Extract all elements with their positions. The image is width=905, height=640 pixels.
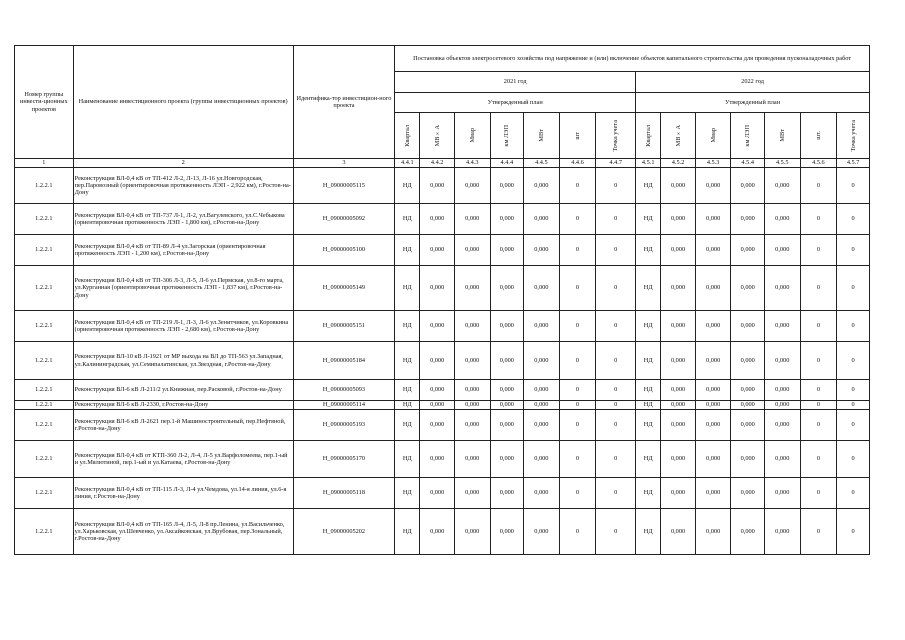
column-number: 4.4.7 xyxy=(596,159,636,168)
value-cell: 0 xyxy=(559,401,596,410)
value-cell: 0,000 xyxy=(764,401,800,410)
header-unit-label: шт xyxy=(574,131,581,140)
column-number: 4.5.5 xyxy=(764,159,800,168)
header-unit-label: Мвар xyxy=(709,128,717,143)
value-cell: 0 xyxy=(559,441,596,478)
value-cell: 0,000 xyxy=(695,168,731,204)
project-name-cell: Реконструкция ВЛ-0,4 кВ от ТП-306 Л-3, Л-5, Л-6 ул.Пермская, ул.8-го марта, ул.Курганная (ориентировочная протяженность ЛЭП - 1,837 км), г.Ростов-на-Дону xyxy=(73,266,293,311)
group-number-cell: 1.2.2.1 xyxy=(15,311,74,342)
value-cell: 0,000 xyxy=(661,410,696,441)
column-number: 4.5.6 xyxy=(800,159,837,168)
header-unit-label: МВ×А xyxy=(433,124,441,147)
value-cell: 0,000 xyxy=(731,266,765,311)
value-cell: 0,000 xyxy=(454,266,490,311)
value-cell: 0,000 xyxy=(695,401,731,410)
value-cell: 0,000 xyxy=(524,266,560,311)
value-cell: 0,000 xyxy=(661,266,696,311)
header-unit-label: МВт xyxy=(778,129,786,142)
value-cell: НД xyxy=(636,380,661,401)
header-unit-cell xyxy=(420,113,455,159)
value-cell: НД xyxy=(395,441,420,478)
value-cell: 0 xyxy=(596,441,636,478)
value-cell: 0,000 xyxy=(524,441,560,478)
value-cell: 0,000 xyxy=(490,410,524,441)
table-row xyxy=(15,380,870,401)
value-cell: НД xyxy=(636,342,661,380)
value-cell: НД xyxy=(395,401,420,410)
column-number: 2 xyxy=(73,159,293,168)
value-cell: НД xyxy=(636,204,661,235)
value-cell: 0,000 xyxy=(420,168,455,204)
project-name-cell: Реконструкция ВЛ-0,4 кВ от ТП-89 Л-4 ул.Загорская (ориентировочная протяженность ЛЭП - 1,200 км), г.Ростов-на-Дону xyxy=(73,235,293,266)
value-cell: 0,000 xyxy=(524,401,560,410)
group-number-cell: 1.2.2.1 xyxy=(15,266,74,311)
value-cell: 0,000 xyxy=(764,266,800,311)
column-number: 4.5.2 xyxy=(661,159,696,168)
value-cell: 0 xyxy=(559,311,596,342)
column-number: 4.4.5 xyxy=(524,159,560,168)
group-number-cell: 1.2.2.1 xyxy=(15,410,74,441)
header-identifier: Идентифика-тор инвестицион-ного проекта xyxy=(293,46,395,159)
value-cell: 0,000 xyxy=(661,478,696,509)
table-row xyxy=(15,478,870,509)
value-cell: 0 xyxy=(800,311,837,342)
header-unit-label: Точка учета xyxy=(612,119,620,152)
project-name-cell: Реконструкция ВЛ-10 кВ Л-1921 от МР выхода на ВЛ до ТП-563 ул.Западная, ул.Калининградская, ул.Семипалатинская, ул.Звездная, г.Ростов-на-Дону xyxy=(73,342,293,380)
value-cell: 0 xyxy=(837,342,870,380)
value-cell: 0,000 xyxy=(661,509,696,555)
project-name-cell: Реконструкция ВЛ-0,4 кВ от ТП-412 Л-2, Л-13, Л-16 ул.Новгородская, пер.Паровозный (ориентировочная протяженность ЛЭП - 2,922 км), г.Ростов-на-Дону xyxy=(73,168,293,204)
value-cell: НД xyxy=(636,235,661,266)
value-cell: 0,000 xyxy=(420,266,455,311)
value-cell: 0,000 xyxy=(420,478,455,509)
column-number: 4.4.4 xyxy=(490,159,524,168)
value-cell: 0 xyxy=(800,342,837,380)
value-cell: 0 xyxy=(596,478,636,509)
value-cell: НД xyxy=(395,478,420,509)
value-cell: 0,000 xyxy=(731,311,765,342)
value-cell: НД xyxy=(636,441,661,478)
value-cell: 0,000 xyxy=(661,168,696,204)
value-cell: 0 xyxy=(837,509,870,555)
value-cell: 0,000 xyxy=(420,342,455,380)
header-unit-cell xyxy=(695,113,731,159)
project-id-cell: H_09000005193 xyxy=(293,410,395,441)
value-cell: 0 xyxy=(800,235,837,266)
project-id-cell: H_09000005118 xyxy=(293,478,395,509)
value-cell: 0,000 xyxy=(454,311,490,342)
column-number: 4.5.3 xyxy=(695,159,731,168)
value-cell: 0 xyxy=(800,266,837,311)
value-cell: 0 xyxy=(800,204,837,235)
header-unit-label: Мвар xyxy=(468,128,476,143)
value-cell: 0 xyxy=(837,168,870,204)
group-number-cell: 1.2.2.1 xyxy=(15,235,74,266)
value-cell: 0,000 xyxy=(524,235,560,266)
value-cell: НД xyxy=(395,311,420,342)
value-cell: 0,000 xyxy=(764,342,800,380)
value-cell: 0,000 xyxy=(454,235,490,266)
value-cell: 0,000 xyxy=(490,509,524,555)
table-row xyxy=(15,509,870,555)
value-cell: 0,000 xyxy=(490,401,524,410)
header-unit-cell xyxy=(490,113,524,159)
value-cell: 0 xyxy=(837,401,870,410)
header-year-2021: 2021 год xyxy=(395,72,636,93)
value-cell: НД xyxy=(636,311,661,342)
value-cell: 0,000 xyxy=(764,204,800,235)
project-name-cell: Реконструкция ВЛ-0,4 кВ от ТП-165 Л-4, Л-5, Л-8 пр.Ленина, ул.Васильченко, ул.Харьковская, ул.Шевченко, ул.Аксайковская, ул.Врубовая, пер.Зональный, г.Ростов-на-Дону xyxy=(73,509,293,555)
value-cell: НД xyxy=(636,410,661,441)
header-unit-label: Квартал xyxy=(644,124,652,147)
value-cell: 0 xyxy=(559,380,596,401)
value-cell: 0,000 xyxy=(695,478,731,509)
header-plan-2021: Утвержденный план xyxy=(395,93,636,113)
value-cell: 0,000 xyxy=(731,380,765,401)
value-cell: 0,000 xyxy=(490,478,524,509)
value-cell: 0,000 xyxy=(695,441,731,478)
value-cell: НД xyxy=(395,235,420,266)
value-cell: 0 xyxy=(596,168,636,204)
group-number-cell: 1.2.2.1 xyxy=(15,380,74,401)
value-cell: 0,000 xyxy=(420,311,455,342)
table-row xyxy=(15,235,870,266)
value-cell: 0,000 xyxy=(490,235,524,266)
value-cell: 0,000 xyxy=(695,204,731,235)
value-cell: 0 xyxy=(800,478,837,509)
column-number: 1 xyxy=(15,159,74,168)
value-cell: 0,000 xyxy=(731,441,765,478)
value-cell: 0,000 xyxy=(420,204,455,235)
value-cell: 0,000 xyxy=(731,410,765,441)
value-cell: 0,000 xyxy=(661,204,696,235)
header-plan-2022: Утвержденный план xyxy=(636,93,870,113)
value-cell: 0 xyxy=(596,311,636,342)
value-cell: 0 xyxy=(559,168,596,204)
value-cell: НД xyxy=(636,509,661,555)
project-name-cell: Реконструкция ВЛ-0,4 кВ от ТП-219 Л-1, Л-3, Л-6 ул.Зенитчиков, ул.Коровкина (ориентировочная протяженность ЛЭП - 2,680 км), г.Ростов-на-Дону xyxy=(73,311,293,342)
value-cell: 0,000 xyxy=(490,266,524,311)
table-row xyxy=(15,342,870,380)
column-number: 4.5.7 xyxy=(837,159,870,168)
value-cell: 0,000 xyxy=(695,410,731,441)
column-number: 4.4.1 xyxy=(395,159,420,168)
value-cell: 0 xyxy=(837,235,870,266)
value-cell: НД xyxy=(395,204,420,235)
project-name-cell: Реконструкция ВЛ-6 кВ Л-2621 пер.1-й Машиностроительный, пер.Нефтяной, г.Ростов-на-Дону xyxy=(73,410,293,441)
value-cell: 0 xyxy=(800,441,837,478)
group-number-cell: 1.2.2.1 xyxy=(15,478,74,509)
value-cell: 0 xyxy=(837,204,870,235)
value-cell: 0,000 xyxy=(524,410,560,441)
value-cell: 0 xyxy=(596,204,636,235)
project-id-cell: H_09000005170 xyxy=(293,441,395,478)
table-row xyxy=(15,204,870,235)
column-number: 4.4.2 xyxy=(420,159,455,168)
value-cell: 0,000 xyxy=(764,478,800,509)
value-cell: 0,000 xyxy=(661,235,696,266)
value-cell: 0,000 xyxy=(661,380,696,401)
header-unit-cell xyxy=(596,113,636,159)
value-cell: 0 xyxy=(800,380,837,401)
value-cell: 0 xyxy=(559,266,596,311)
value-cell: 0 xyxy=(596,410,636,441)
column-number: 3 xyxy=(293,159,395,168)
project-name-cell: Реконструкция ВЛ-6 кВ Л-211/2 ул.Книжная, пер.Расковой, г.Ростов-на-Дону xyxy=(73,380,293,401)
value-cell: 0,000 xyxy=(454,380,490,401)
table-row xyxy=(15,266,870,311)
value-cell: 0,000 xyxy=(764,410,800,441)
value-cell: 0 xyxy=(559,478,596,509)
column-number: 4.5.4 xyxy=(731,159,765,168)
value-cell: НД xyxy=(636,401,661,410)
value-cell: 0,000 xyxy=(695,342,731,380)
investment-projects-table xyxy=(14,45,870,555)
project-id-cell: H_09000005149 xyxy=(293,266,395,311)
value-cell: 0 xyxy=(559,204,596,235)
value-cell: 0 xyxy=(596,235,636,266)
header-project-name: Наименование инвестиционного проекта (группы инвестиционных проектов) xyxy=(73,46,293,159)
project-name-cell: Реконструкция ВЛ-0,4 кВ от ТП-115 Л-3, Л-4 ул.Чемдова, ул.14-я линия, ул.6-я линия, г.Ростов-на-Дону xyxy=(73,478,293,509)
table-row xyxy=(15,441,870,478)
value-cell: 0,000 xyxy=(731,235,765,266)
header-unit-label: МВ×А xyxy=(674,124,682,147)
project-name-cell: Реконструкция ВЛ-0,4 кВ от КТП-360 Л-2, Л-4, Л-5 ул.Варфоломеева, пер.1-ый и ул.Мялютиной, пер.1-ый и ул.Катаева, г.Ростов-на-Дону xyxy=(73,441,293,478)
value-cell: 0,000 xyxy=(524,168,560,204)
project-id-cell: H_09000005202 xyxy=(293,509,395,555)
group-number-cell: 1.2.2.1 xyxy=(15,342,74,380)
value-cell: 0,000 xyxy=(764,441,800,478)
header-unit-cell xyxy=(636,113,661,159)
value-cell: 0,000 xyxy=(731,401,765,410)
value-cell: 0 xyxy=(596,266,636,311)
column-number: 4.4.3 xyxy=(454,159,490,168)
group-number-cell: 1.2.2.1 xyxy=(15,204,74,235)
value-cell: 0 xyxy=(837,311,870,342)
value-cell: 0 xyxy=(559,235,596,266)
value-cell: 0,000 xyxy=(524,311,560,342)
value-cell: 0,000 xyxy=(490,380,524,401)
value-cell: 0 xyxy=(837,266,870,311)
value-cell: 0,000 xyxy=(490,168,524,204)
value-cell: 0 xyxy=(837,478,870,509)
value-cell: 0 xyxy=(837,380,870,401)
value-cell: 0,000 xyxy=(764,509,800,555)
header-unit-cell xyxy=(764,113,800,159)
value-cell: 0,000 xyxy=(420,441,455,478)
header-unit-cell xyxy=(559,113,596,159)
value-cell: 0,000 xyxy=(420,401,455,410)
value-cell: 0,000 xyxy=(731,478,765,509)
header-unit-label: Точка учета xyxy=(849,119,857,152)
value-cell: 0,000 xyxy=(524,204,560,235)
header-unit-label: шт. xyxy=(814,131,822,140)
group-number-cell: 1.2.2.1 xyxy=(15,401,74,410)
table-row xyxy=(15,410,870,441)
value-cell: 0 xyxy=(800,410,837,441)
project-id-cell: H_09000005114 xyxy=(293,401,395,410)
value-cell: 0,000 xyxy=(661,311,696,342)
table-row xyxy=(15,401,870,410)
value-cell: НД xyxy=(395,266,420,311)
header-unit-label: км ЛЭП xyxy=(503,124,511,147)
value-cell: 0,000 xyxy=(731,168,765,204)
value-cell: НД xyxy=(636,478,661,509)
value-cell: 0,000 xyxy=(524,380,560,401)
value-cell: 0 xyxy=(837,410,870,441)
value-cell: 0,000 xyxy=(695,509,731,555)
value-cell: 0 xyxy=(596,509,636,555)
value-cell: 0 xyxy=(800,168,837,204)
value-cell: 0 xyxy=(559,410,596,441)
value-cell: 0 xyxy=(596,342,636,380)
header-unit-label: км ЛЭП xyxy=(744,124,752,147)
table-row xyxy=(15,168,870,204)
value-cell: 0,000 xyxy=(764,311,800,342)
value-cell: 0,000 xyxy=(524,478,560,509)
value-cell: 0,000 xyxy=(454,441,490,478)
value-cell: 0,000 xyxy=(661,441,696,478)
value-cell: 0,000 xyxy=(524,342,560,380)
value-cell: 0,000 xyxy=(454,509,490,555)
header-unit-cell xyxy=(800,113,837,159)
project-id-cell: H_09000005184 xyxy=(293,342,395,380)
value-cell: 0 xyxy=(837,441,870,478)
value-cell: НД xyxy=(395,342,420,380)
value-cell: 0,000 xyxy=(454,168,490,204)
project-id-cell: H_09000005093 xyxy=(293,380,395,401)
value-cell: НД xyxy=(395,509,420,555)
value-cell: 0,000 xyxy=(731,342,765,380)
header-main-title: Постановка объектов электросетевого хозяйства под напряжение и (или) включение объектов капитального строительства для проведения пусконаладочных работ xyxy=(395,46,870,72)
header-unit-label: Квартал xyxy=(403,124,411,147)
header-unit-cell xyxy=(661,113,696,159)
value-cell: 0,000 xyxy=(490,204,524,235)
value-cell: 0,000 xyxy=(695,311,731,342)
value-cell: 0,000 xyxy=(695,266,731,311)
header-unit-cell xyxy=(837,113,870,159)
value-cell: 0 xyxy=(800,509,837,555)
value-cell: 0,000 xyxy=(420,235,455,266)
value-cell: 0 xyxy=(800,401,837,410)
value-cell: 0 xyxy=(559,342,596,380)
project-id-cell: H_09000005092 xyxy=(293,204,395,235)
value-cell: 0,000 xyxy=(454,401,490,410)
value-cell: НД xyxy=(395,380,420,401)
value-cell: 0,000 xyxy=(420,380,455,401)
value-cell: 0,000 xyxy=(731,509,765,555)
value-cell: 0,000 xyxy=(661,342,696,380)
value-cell: НД xyxy=(395,168,420,204)
value-cell: 0,000 xyxy=(764,168,800,204)
header-unit-cell xyxy=(731,113,765,159)
header-unit-cell xyxy=(524,113,560,159)
value-cell: 0,000 xyxy=(420,509,455,555)
header-unit-cell xyxy=(454,113,490,159)
project-name-cell: Реконструкция ВЛ-6 кВ Л-2330, г.Ростов-на-Дону xyxy=(73,401,293,410)
value-cell: 0,000 xyxy=(695,235,731,266)
value-cell: 0,000 xyxy=(490,342,524,380)
value-cell: 0 xyxy=(596,401,636,410)
group-number-cell: 1.2.2.1 xyxy=(15,509,74,555)
value-cell: 0,000 xyxy=(731,204,765,235)
value-cell: НД xyxy=(636,168,661,204)
project-id-cell: H_09000005151 xyxy=(293,311,395,342)
value-cell: 0,000 xyxy=(524,509,560,555)
value-cell: 0,000 xyxy=(454,204,490,235)
group-number-cell: 1.2.2.1 xyxy=(15,168,74,204)
group-number-cell: 1.2.2.1 xyxy=(15,441,74,478)
project-id-cell: H_09000005115 xyxy=(293,168,395,204)
value-cell: 0,000 xyxy=(490,311,524,342)
header-year-2022: 2022 год xyxy=(636,72,870,93)
header-unit-label: МВт xyxy=(537,129,545,142)
value-cell: 0,000 xyxy=(490,441,524,478)
value-cell: 0,000 xyxy=(454,342,490,380)
value-cell: 0,000 xyxy=(454,478,490,509)
value-cell: 0,000 xyxy=(661,401,696,410)
value-cell: 0,000 xyxy=(764,380,800,401)
table-row xyxy=(15,311,870,342)
project-name-cell: Реконструкция ВЛ-0,4 кВ от ТП-737 Л-1, Л-2, ул.Вагулевского, ул.С.Чебыкова (ориентировочная протяженность ЛЭП - 1,800 км), г.Ростов-на-Дону xyxy=(73,204,293,235)
value-cell: НД xyxy=(636,266,661,311)
column-number: 4.5.1 xyxy=(636,159,661,168)
header-group-no: Номер группы инвести-ционных проектов xyxy=(15,46,74,159)
value-cell: 0,000 xyxy=(764,235,800,266)
value-cell: 0,000 xyxy=(420,410,455,441)
value-cell: 0 xyxy=(559,509,596,555)
value-cell: НД xyxy=(395,410,420,441)
header-unit-cell xyxy=(395,113,420,159)
value-cell: 0 xyxy=(596,380,636,401)
value-cell: 0,000 xyxy=(695,380,731,401)
column-number: 4.4.6 xyxy=(559,159,596,168)
project-id-cell: H_09000005100 xyxy=(293,235,395,266)
value-cell: 0,000 xyxy=(454,410,490,441)
